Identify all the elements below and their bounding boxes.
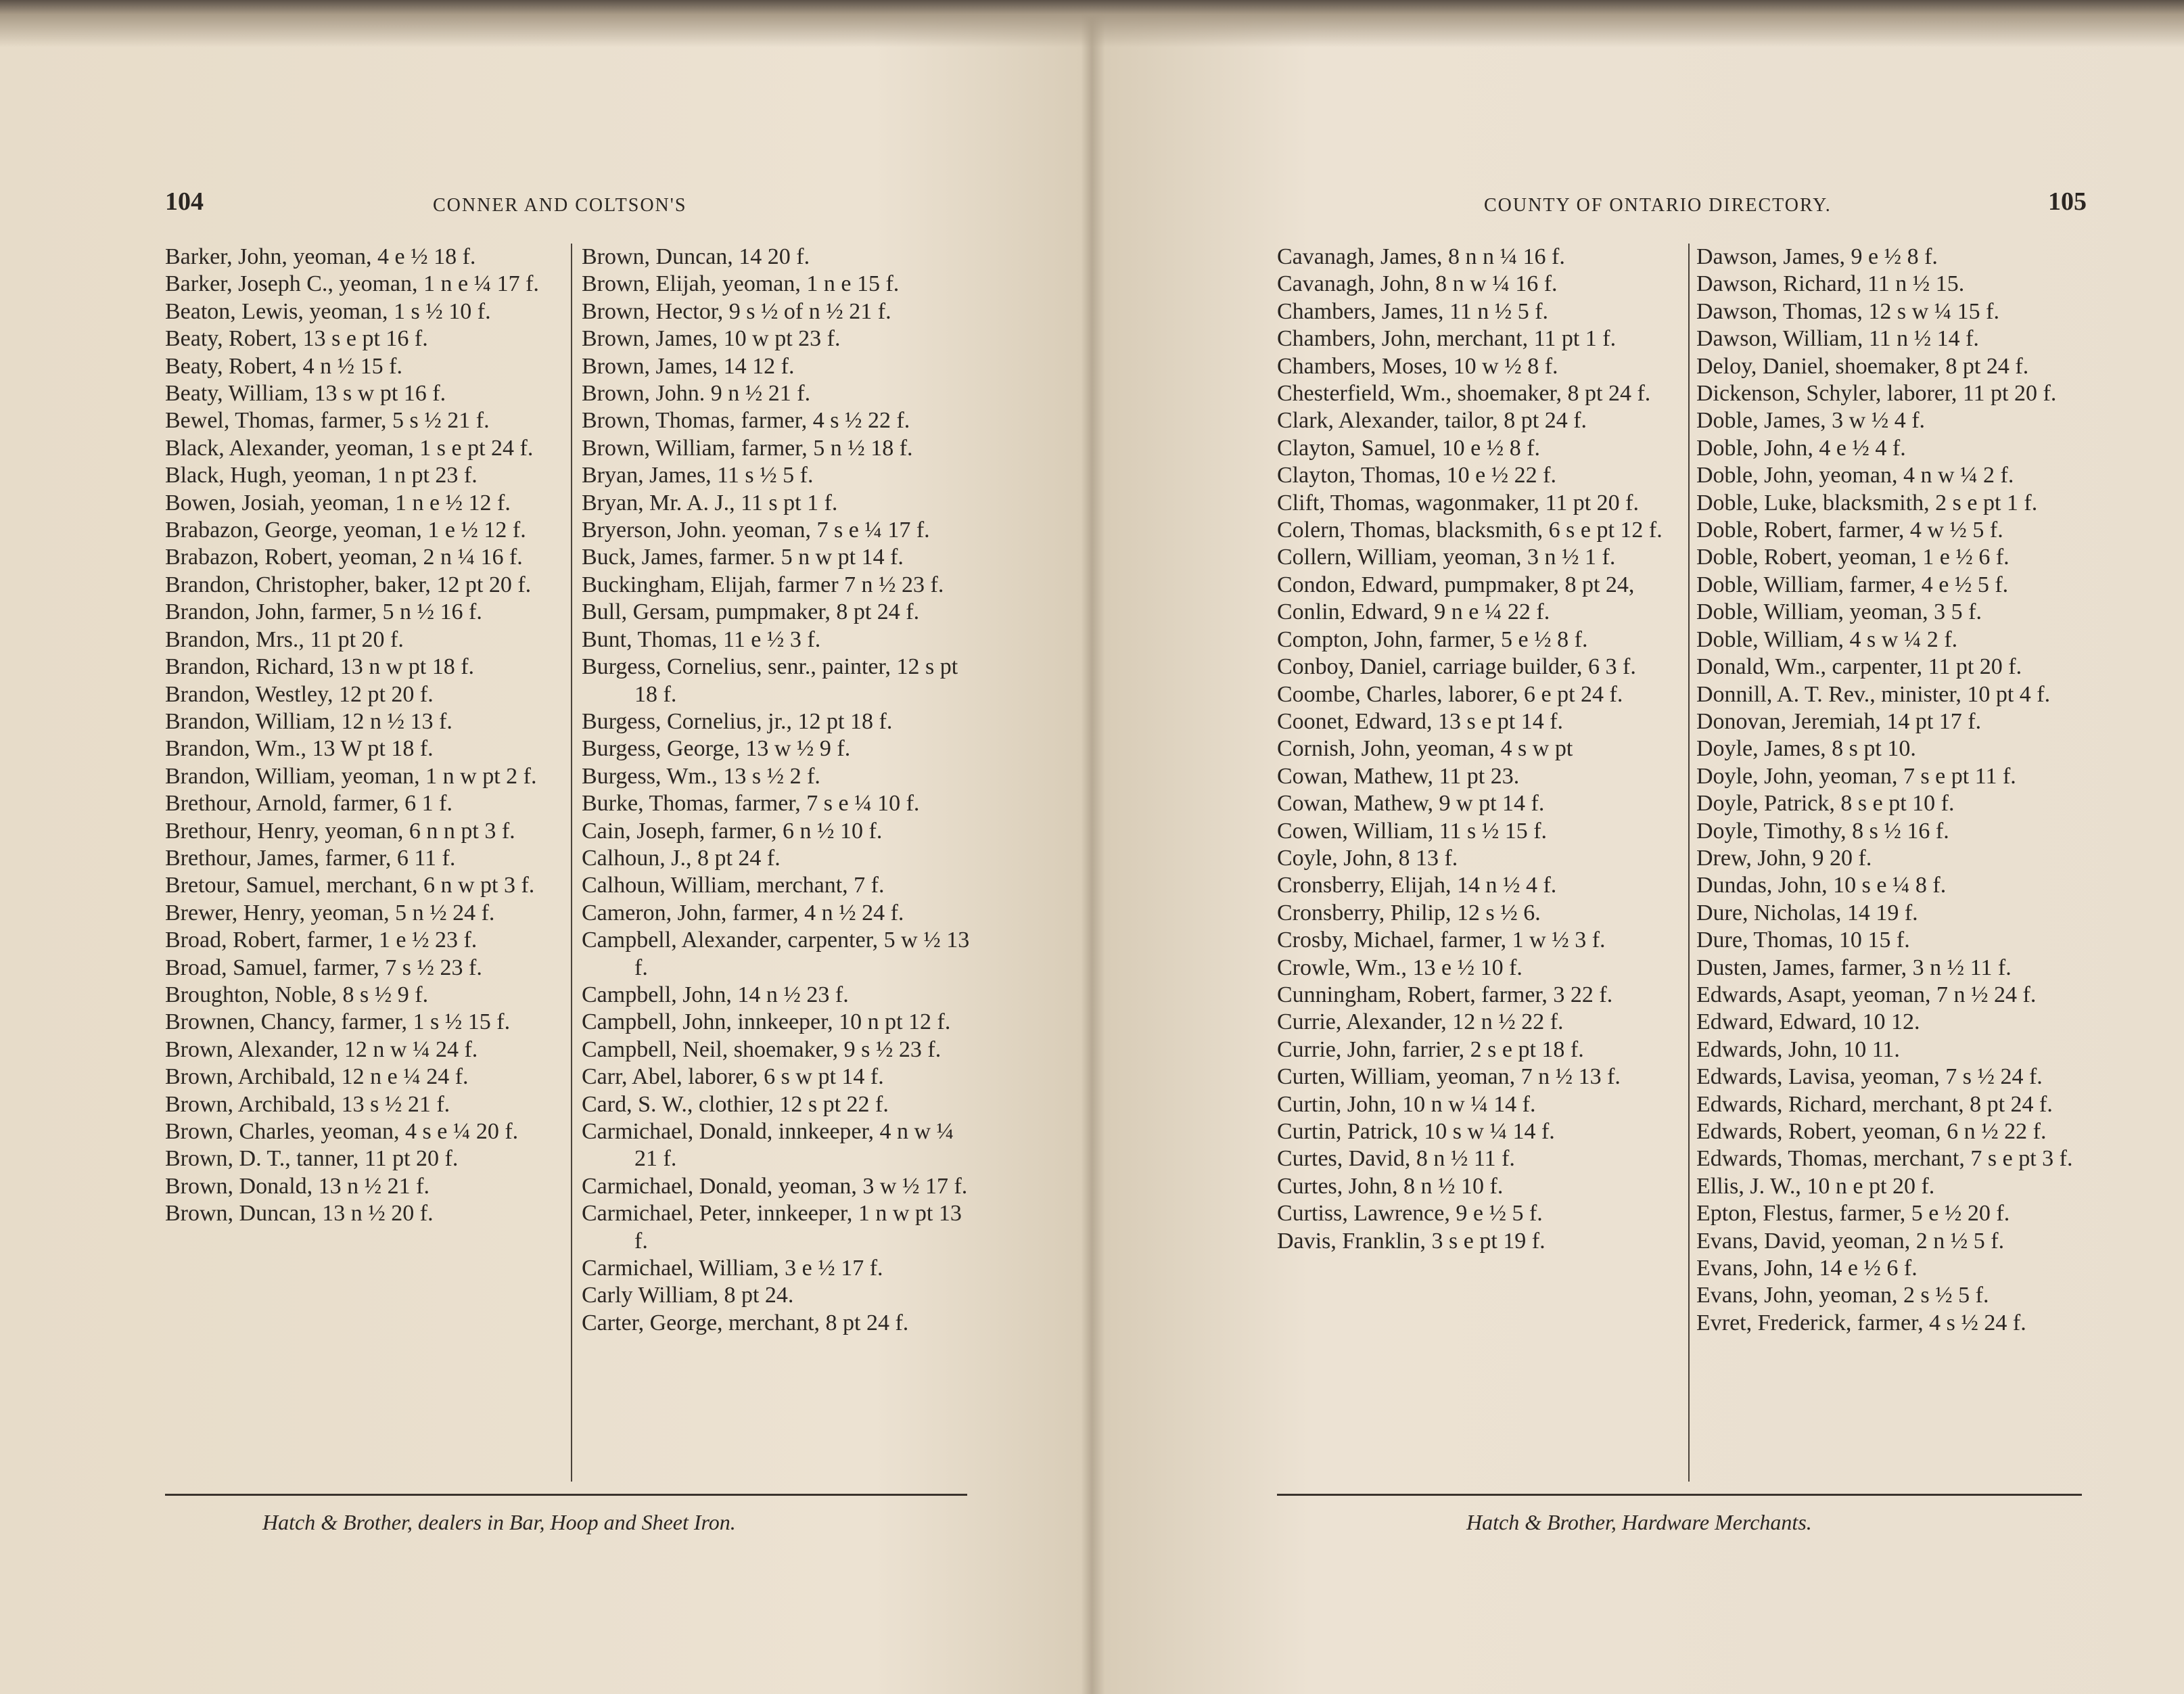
directory-entry: Donnill, A. T. Rev., minister, 10 pt 4 f. [1696, 681, 2051, 707]
directory-entry: Curtin, Patrick, 10 s w ¼ 14 f. [1277, 1119, 1555, 1144]
directory-entry: Brethour, Arnold, farmer, 6 1 f. [165, 791, 452, 817]
directory-entry: Crowle, Wm., 13 e ½ 10 f. [1277, 955, 1523, 980]
directory-entry: Brown, Charles, yeoman, 4 s e ¼ 20 f. [165, 1119, 519, 1144]
directory-entry: Brown, Donald, 13 n ½ 21 f. [165, 1173, 429, 1199]
directory-entry: Conlin, Edward, 9 n e ¼ 22 f. [1277, 599, 1550, 625]
directory-entry: Doyle, Timothy, 8 s ½ 16 f. [1696, 818, 1949, 844]
directory-entry: Bryerson, John. yeoman, 7 s e ¼ 17 f. [582, 518, 930, 543]
directory-entry: Burgess, Cornelius, jr., 12 pt 18 f. [582, 708, 893, 734]
footer-rule [1277, 1494, 2082, 1496]
directory-entry: Burke, Thomas, farmer, 7 s e ¼ 10 f. [582, 791, 920, 817]
directory-entry: Calhoun, J., 8 pt 24 f. [582, 845, 781, 871]
directory-entry: Edwards, Asapt, yeoman, 7 n ½ 24 f. [1696, 982, 2037, 1007]
directory-entry: Clift, Thomas, wagonmaker, 11 pt 20 f. [1277, 490, 1640, 516]
directory-entry: Chambers, James, 11 n ½ 5 f. [1277, 298, 1549, 324]
directory-entry: Broad, Robert, farmer, 1 e ½ 23 f. [165, 928, 478, 953]
directory-entry: Carmichael, Peter, innkeeper, 1 n w pt 13 f. [582, 1201, 962, 1254]
directory-entry: Davis, Franklin, 3 s e pt 19 f. [1277, 1228, 1546, 1254]
directory-entry: Brown, Archibald, 13 s ½ 21 f. [165, 1091, 450, 1117]
directory-entry: Edwards, Thomas, merchant, 7 s e pt 3 f. [1696, 1146, 2073, 1172]
directory-entry: Barker, John, yeoman, 4 e ½ 18 f. [165, 244, 476, 269]
directory-entry: Compton, John, farmer, 5 e ½ 8 f. [1277, 626, 1588, 652]
directory-entry: Chambers, John, merchant, 11 pt 1 f. [1277, 326, 1617, 352]
directory-entry: Calhoun, William, merchant, 7 f. [582, 873, 885, 898]
directory-entry: Curtes, David, 8 n ½ 11 f. [1277, 1146, 1515, 1172]
directory-entry: Ellis, J. W., 10 n e pt 20 f. [1696, 1173, 1935, 1199]
directory-entry: Bretour, Samuel, merchant, 6 n w pt 3 f. [165, 873, 535, 898]
directory-entry: Brown, Alexander, 12 n w ¼ 24 f. [165, 1036, 478, 1062]
directory-entry: Bryan, Mr. A. J., 11 s pt 1 f. [582, 490, 838, 516]
directory-entry: Brown, James, 14 12 f. [582, 353, 795, 379]
directory-entry: Brewer, Henry, yeoman, 5 n ½ 24 f. [165, 900, 495, 925]
directory-entry: Clayton, Samuel, 10 e ½ 8 f. [1277, 435, 1541, 461]
directory-entry: Doble, John, yeoman, 4 n w ¼ 2 f. [1696, 463, 2014, 488]
directory-entry: Edwards, John, 10 11. [1696, 1036, 1900, 1062]
directory-entry: Brabazon, George, yeoman, 1 e ½ 12 f. [165, 518, 526, 543]
directory-entry: Doyle, Patrick, 8 s e pt 10 f. [1696, 791, 1955, 817]
directory-entry: Bunt, Thomas, 11 e ½ 3 f. [582, 626, 821, 652]
directory-entry: Condon, Edward, pumpmaker, 8 pt 24, [1277, 572, 1635, 597]
directory-entry: Brandon, William, 12 n ½ 13 f. [165, 708, 452, 734]
directory-entry: Currie, Alexander, 12 n ½ 22 f. [1277, 1009, 1564, 1035]
directory-entry: Brown, William, farmer, 5 n ½ 18 f. [582, 435, 913, 461]
directory-entry: Bull, Gersam, pumpmaker, 8 pt 24 f. [582, 599, 920, 625]
footer-rule [165, 1494, 967, 1496]
right-page [1123, 0, 2184, 1694]
directory-entry: Dure, Nicholas, 14 19 f. [1696, 900, 1918, 925]
directory-entry: Burgess, Cornelius, senr., painter, 12 s pt 18 f. [582, 654, 958, 707]
directory-entry: Dawson, James, 9 e ½ 8 f. [1696, 244, 1938, 269]
directory-entry: Edwards, Robert, yeoman, 6 n ½ 22 f. [1696, 1119, 2047, 1144]
directory-entry: Doble, Robert, farmer, 4 w ½ 5 f. [1696, 518, 2003, 543]
directory-entry: Edward, Edward, 10 12. [1696, 1009, 1920, 1035]
directory-entry: Evans, John, yeoman, 2 s ½ 5 f. [1696, 1283, 1989, 1308]
directory-entry: Colern, Thomas, blacksmith, 6 s e pt 12 f. [1277, 518, 1663, 543]
directory-entry: Brandon, Richard, 13 n w pt 18 f. [165, 654, 475, 680]
directory-entry: Cowan, Mathew, 11 pt 23. [1277, 763, 1520, 789]
directory-entry: Cain, Joseph, farmer, 6 n ½ 10 f. [582, 818, 883, 844]
directory-entry: Dawson, Thomas, 12 s w ¼ 15 f. [1696, 298, 1999, 324]
directory-entry: Coyle, John, 8 13 f. [1277, 845, 1458, 871]
directory-entry: Dickenson, Schyler, laborer, 11 pt 20 f. [1696, 381, 2057, 407]
directory-entry: Bowen, Josiah, yeoman, 1 n e ½ 12 f. [165, 490, 511, 516]
directory-entry: Barker, Joseph C., yeoman, 1 n e ¼ 17 f. [165, 271, 539, 297]
directory-entry: Curtes, John, 8 n ½ 10 f. [1277, 1173, 1504, 1199]
directory-entry: Brandon, William, yeoman, 1 n w pt 2 f. [165, 763, 537, 789]
directory-entry: Evret, Frederick, farmer, 4 s ½ 24 f. [1696, 1310, 2026, 1335]
directory-entry: Card, S. W., clothier, 12 s pt 22 f. [582, 1091, 889, 1117]
directory-entry: Carmichael, Donald, yeoman, 3 w ½ 17 f. [582, 1173, 968, 1199]
directory-entry: Beaty, Robert, 13 s e pt 16 f. [165, 326, 428, 352]
directory-entry: Curtin, John, 10 n w ¼ 14 f. [1277, 1091, 1536, 1117]
left-column-1 [165, 244, 571, 1228]
directory-entry: Brownen, Chancy, farmer, 1 s ½ 15 f. [165, 1009, 511, 1035]
directory-entry: Clark, Alexander, tailor, 8 pt 24 f. [1277, 408, 1587, 434]
directory-entry: Brown, D. T., tanner, 11 pt 20 f. [165, 1146, 459, 1172]
column-separator [571, 244, 572, 1482]
directory-entry: Evans, David, yeoman, 2 n ½ 5 f. [1696, 1228, 2005, 1254]
directory-entry: Beaty, Robert, 4 n ½ 15 f. [165, 353, 402, 379]
directory-entry: Brown, John. 9 n ½ 21 f. [582, 381, 811, 407]
page-number: 105 [2048, 187, 2087, 216]
directory-entry: Brethour, James, farmer, 6 11 f. [165, 845, 456, 871]
directory-entry: Brown, Duncan, 14 20 f. [582, 244, 810, 269]
directory-entry: Brandon, Mrs., 11 pt 20 f. [165, 626, 404, 652]
directory-entry: Campbell, Neil, shoemaker, 9 s ½ 23 f. [582, 1036, 942, 1062]
directory-entry: Doble, William, farmer, 4 e ½ 5 f. [1696, 572, 2009, 597]
directory-entry: Brown, Duncan, 13 n ½ 20 f. [165, 1201, 434, 1227]
directory-entry: Buckingham, Elijah, farmer 7 n ½ 23 f. [582, 572, 944, 597]
directory-entry: Doble, John, 4 e ½ 4 f. [1696, 435, 1906, 461]
directory-entry: Cowen, William, 11 s ½ 15 f. [1277, 818, 1548, 844]
left-column-2 [582, 244, 977, 1337]
directory-entry: Broughton, Noble, 8 s ½ 9 f. [165, 982, 429, 1007]
directory-entry: Epton, Flestus, farmer, 5 e ½ 20 f. [1696, 1201, 2010, 1227]
directory-entry: Dusten, James, farmer, 3 n ½ 11 f. [1696, 955, 2012, 980]
directory-entry: Chambers, Moses, 10 w ½ 8 f. [1277, 353, 1558, 379]
directory-entry: Dawson, William, 11 n ½ 14 f. [1696, 326, 1979, 352]
directory-entry: Brandon, John, farmer, 5 n ½ 16 f. [165, 599, 482, 625]
directory-entry: Carter, George, merchant, 8 pt 24 f. [582, 1310, 909, 1335]
column-separator [1688, 244, 1690, 1482]
directory-entry: Broad, Samuel, farmer, 7 s ½ 23 f. [165, 955, 482, 980]
directory-entry: Bryan, James, 11 s ½ 5 f. [582, 463, 814, 488]
directory-entry: Beaty, William, 13 s w pt 16 f. [165, 381, 446, 407]
directory-entry: Burgess, George, 13 w ½ 9 f. [582, 736, 851, 762]
page-number: 104 [165, 187, 204, 216]
directory-entry: Doble, James, 3 w ½ 4 f. [1696, 408, 1926, 434]
directory-entry: Clayton, Thomas, 10 e ½ 22 f. [1277, 463, 1556, 488]
directory-entry: Brown, Thomas, farmer, 4 s ½ 22 f. [582, 408, 910, 434]
directory-entry: Brethour, Henry, yeoman, 6 n n pt 3 f. [165, 818, 515, 844]
directory-entry: Black, Hugh, yeoman, 1 n pt 23 f. [165, 463, 478, 488]
directory-entry: Cunningham, Robert, farmer, 3 22 f. [1277, 982, 1613, 1007]
directory-entry: Conboy, Daniel, carriage builder, 6 3 f. [1277, 654, 1636, 680]
directory-entry: Cowan, Mathew, 9 w pt 14 f. [1277, 791, 1545, 817]
running-head: COUNTY OF ONTARIO DIRECTORY. [1484, 195, 1832, 216]
directory-entry: Evans, John, 14 e ½ 6 f. [1696, 1256, 1918, 1281]
directory-entry: Brown, Hector, 9 s ½ of n ½ 21 f. [582, 298, 891, 324]
footer-advert: Hatch & Brother, Hardware Merchants. [1466, 1510, 1812, 1534]
directory-entry: Cameron, John, farmer, 4 n ½ 24 f. [582, 900, 904, 925]
directory-entry: Brandon, Wm., 13 W pt 18 f. [165, 736, 434, 762]
directory-entry: Brown, Elijah, yeoman, 1 n e 15 f. [582, 271, 900, 297]
directory-entry: Donovan, Jeremiah, 14 pt 17 f. [1696, 708, 1982, 734]
directory-entry: Carr, Abel, laborer, 6 s w pt 14 f. [582, 1064, 884, 1090]
directory-entry: Doyle, John, yeoman, 7 s e pt 11 f. [1696, 763, 2016, 789]
directory-entry: Burgess, Wm., 13 s ½ 2 f. [582, 763, 820, 789]
directory-entry: Cavanagh, James, 8 n n ¼ 16 f. [1277, 244, 1565, 269]
directory-entry: Currie, John, farrier, 2 s e pt 18 f. [1277, 1036, 1584, 1062]
directory-entry: Beaton, Lewis, yeoman, 1 s ½ 10 f. [165, 298, 491, 324]
directory-entry: Cavanagh, John, 8 n w ¼ 16 f. [1277, 271, 1558, 297]
directory-entry: Curten, William, yeoman, 7 n ½ 13 f. [1277, 1064, 1621, 1090]
directory-entry: Campbell, Alexander, carpenter, 5 w ½ 13 f. [582, 928, 970, 980]
directory-entry: Donald, Wm., carpenter, 11 pt 20 f. [1696, 654, 2022, 680]
right-column-1 [1277, 244, 1663, 1255]
directory-entry: Doyle, James, 8 s pt 10. [1696, 736, 1916, 762]
directory-entry: Crosby, Michael, farmer, 1 w ½ 3 f. [1277, 928, 1606, 953]
directory-entry: Collern, William, yeoman, 3 n ½ 1 f. [1277, 545, 1616, 570]
directory-entry: Chesterfield, Wm., shoemaker, 8 pt 24 f. [1277, 381, 1651, 407]
directory-entry: Brown, Archibald, 12 n e ¼ 24 f. [165, 1064, 469, 1090]
directory-entry: Doble, William, yeoman, 3 5 f. [1696, 599, 1982, 625]
directory-entry: Brown, James, 10 w pt 23 f. [582, 326, 841, 352]
directory-entry: Doble, Luke, blacksmith, 2 s e pt 1 f. [1696, 490, 2038, 516]
directory-entry: Carmichael, William, 3 e ½ 17 f. [582, 1256, 883, 1281]
directory-entry: Brabazon, Robert, yeoman, 2 n ¼ 16 f. [165, 545, 523, 570]
directory-entry: Campbell, John, innkeeper, 10 n pt 12 f. [582, 1009, 951, 1035]
right-column-2 [1696, 244, 2082, 1337]
directory-entry: Drew, John, 9 20 f. [1696, 845, 1872, 871]
directory-entry: Dundas, John, 10 s e ¼ 8 f. [1696, 873, 1947, 898]
directory-entry: Edwards, Richard, merchant, 8 pt 24 f. [1696, 1091, 2053, 1117]
directory-entry: Brandon, Christopher, baker, 12 pt 20 f. [165, 572, 532, 597]
directory-entry: Dawson, Richard, 11 n ½ 15. [1696, 271, 1965, 297]
directory-entry: Carly William, 8 pt 24. [582, 1283, 794, 1308]
directory-entry: Bewel, Thomas, farmer, 5 s ½ 21 f. [165, 408, 490, 434]
directory-entry: Doble, Robert, yeoman, 1 e ½ 6 f. [1696, 545, 2009, 570]
running-head: CONNER AND COLTSON'S [433, 195, 687, 216]
directory-entry: Cronsberry, Philip, 12 s ½ 6. [1277, 900, 1541, 925]
directory-entry: Buck, James, farmer. 5 n w pt 14 f. [582, 545, 904, 570]
directory-entry: Cornish, John, yeoman, 4 s w pt [1277, 736, 1573, 762]
directory-entry: Black, Alexander, yeoman, 1 s e pt 24 f. [165, 435, 534, 461]
directory-entry: Doble, William, 4 s w ¼ 2 f. [1696, 626, 1958, 652]
directory-entry: Curtiss, Lawrence, 9 e ½ 5 f. [1277, 1201, 1543, 1227]
directory-entry: Coonet, Edward, 13 s e pt 14 f. [1277, 708, 1564, 734]
directory-entry: Coombe, Charles, laborer, 6 e pt 24 f. [1277, 681, 1623, 707]
directory-entry: Dure, Thomas, 10 15 f. [1696, 928, 1910, 953]
footer-advert: Hatch & Brother, dealers in Bar, Hoop and Sheet Iron. [262, 1510, 736, 1534]
directory-entry: Deloy, Daniel, shoemaker, 8 pt 24 f. [1696, 353, 2029, 379]
directory-entry: Brandon, Westley, 12 pt 20 f. [165, 681, 434, 707]
directory-entry: Cronsberry, Elijah, 14 n ½ 4 f. [1277, 873, 1557, 898]
directory-entry: Edwards, Lavisa, yeoman, 7 s ½ 24 f. [1696, 1064, 2043, 1090]
directory-entry: Campbell, John, 14 n ½ 23 f. [582, 982, 849, 1007]
directory-entry: Carmichael, Donald, innkeeper, 4 n w ¼ 21 f. [582, 1119, 954, 1172]
